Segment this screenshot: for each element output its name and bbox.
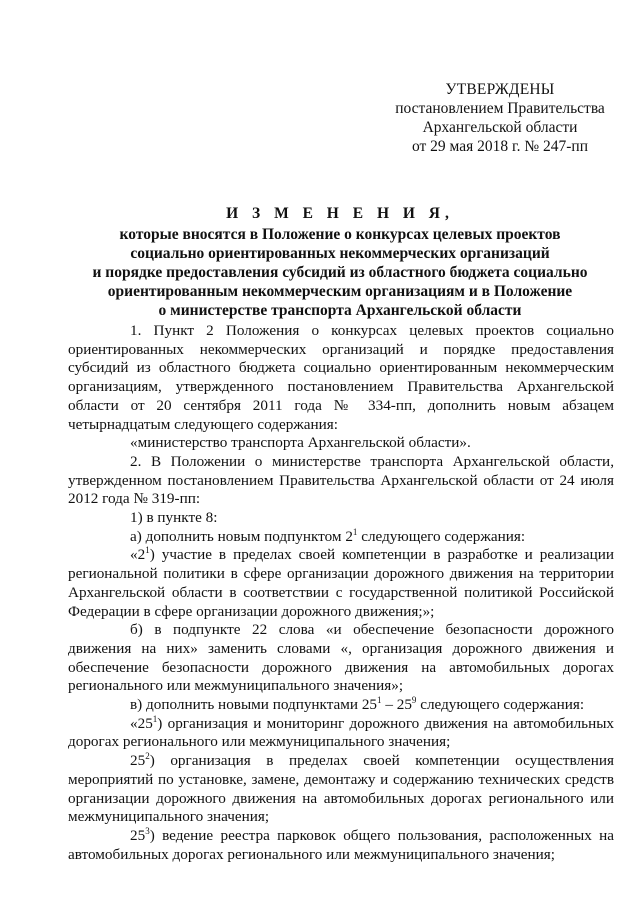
heading-line-1: которые вносятся в Положение о конкурсах целевых проектов [119, 226, 561, 243]
paragraph-9-text-b: ) организация и мониторинг дорожного движения на автомобильных дорогах регионального или межмуниципального значения; [68, 714, 614, 751]
paragraph-8-superscript-1: 1 [377, 695, 382, 705]
paragraph-9-text-a: «25 [130, 714, 153, 732]
paragraph-3: 2. В Положении о министерстве транспорта Архангельской области, утвержденном постановлением Правительства Архангельской области от 24 июля 2012 года № 319-пп: [68, 452, 614, 508]
heading-line-4: ориентированным некоммерческим организациям и в Положение [107, 283, 573, 300]
paragraph-6 [68, 546, 614, 621]
paragraph-8-text-mid: – 25 [381, 696, 412, 714]
paragraph-4: 1) в пункте 8: [130, 509, 218, 527]
paragraph-8-text-b: следующего содержания: [416, 696, 585, 714]
paragraph-6-superscript: 1 [145, 545, 150, 556]
paragraph-10 [68, 752, 614, 827]
paragraph-8-text-a: в) дополнить новыми подпунктами 25 [130, 696, 378, 714]
paragraph-11-text-a: 25 [130, 826, 146, 844]
paragraph-10-text-b: ) организация в пределах своей компетенции осуществления мероприятий по установке, замене, демонтажу и содержанию технических средств организации дорожного движения на автомобильных дорогах регионального или межмуниципального значения; [68, 752, 614, 826]
approval-title: УТВЕРЖДЕНЫ [445, 81, 555, 98]
document-body [68, 322, 614, 864]
approval-line-date: от 29 мая 2018 г. № 247-пп [411, 138, 589, 155]
paragraph-11 [68, 827, 614, 864]
paragraph-2: «министерство транспорта Архангельской области». [130, 434, 471, 452]
heading-title: И З М Е Н Е Н И Я, [226, 205, 454, 222]
paragraph-6-text-a: «2 [130, 546, 146, 564]
paragraph-8 [68, 696, 614, 715]
approval-line-decree: постановлением Правительства [395, 100, 605, 117]
heading-line-2: социально ориентированных некоммерческих организаций [130, 245, 550, 262]
paragraph-9-superscript: 1 [152, 713, 158, 724]
approval-block [380, 80, 620, 156]
approval-line-region: Архангельской области [422, 119, 578, 136]
heading-line-3: и порядке предоставления субсидий из областного бюджета социально [92, 264, 588, 281]
paragraph-11-superscript: 3 [145, 825, 150, 836]
paragraph-7: б) в подпункте 22 слова «и обеспечение безопасности дорожного движения на них» заменить словами «, организация дорожного движения и обеспечение безопасности дорожного движения на автомобильных дорогах регионального или межмуниципального значения»; [68, 621, 614, 695]
paragraph-5-superscript: 1 [352, 526, 358, 537]
paragraph-8-superscript-2: 9 [411, 695, 417, 705]
paragraph-9 [68, 715, 614, 752]
paragraph-5 [68, 528, 614, 547]
paragraph-6-text-b: ) участие в пределах своей компетенции в разработке и реализации региональной политики в сфере организации дорожного движения на территории Архангельской области в соответствии с государственной политикой Российской Федерации в сфере организации дорожного движения;»; [68, 546, 614, 620]
document-heading [70, 204, 610, 320]
paragraph-10-superscript: 2 [145, 751, 150, 762]
paragraph-5-text-a: а) дополнить новым подпунктом 2 [130, 527, 353, 545]
heading-line-5: о министерстве транспорта Архангельской области [158, 302, 522, 319]
paragraph-1: 1. Пункт 2 Положения о конкурсах целевых проектов социально ориентированных некоммерческих организаций и порядке предоставления субсидий из областного бюджета социально ориентированным некоммерческим организациям, утвержденного постановлением Правительства Архангельской области от 20 сентября 2011 года № 334-пп, дополнить новым абзацем четырнадцатым следующего содержания: [68, 322, 614, 433]
paragraph-10-text-a: 25 [130, 752, 146, 770]
paragraph-5-text-b: следующего содержания: [357, 527, 526, 545]
paragraph-11-text-b: ) ведение реестра парковок общего пользования, расположенных на автомобильных дорогах регионального или межмуниципального значения; [68, 826, 614, 863]
